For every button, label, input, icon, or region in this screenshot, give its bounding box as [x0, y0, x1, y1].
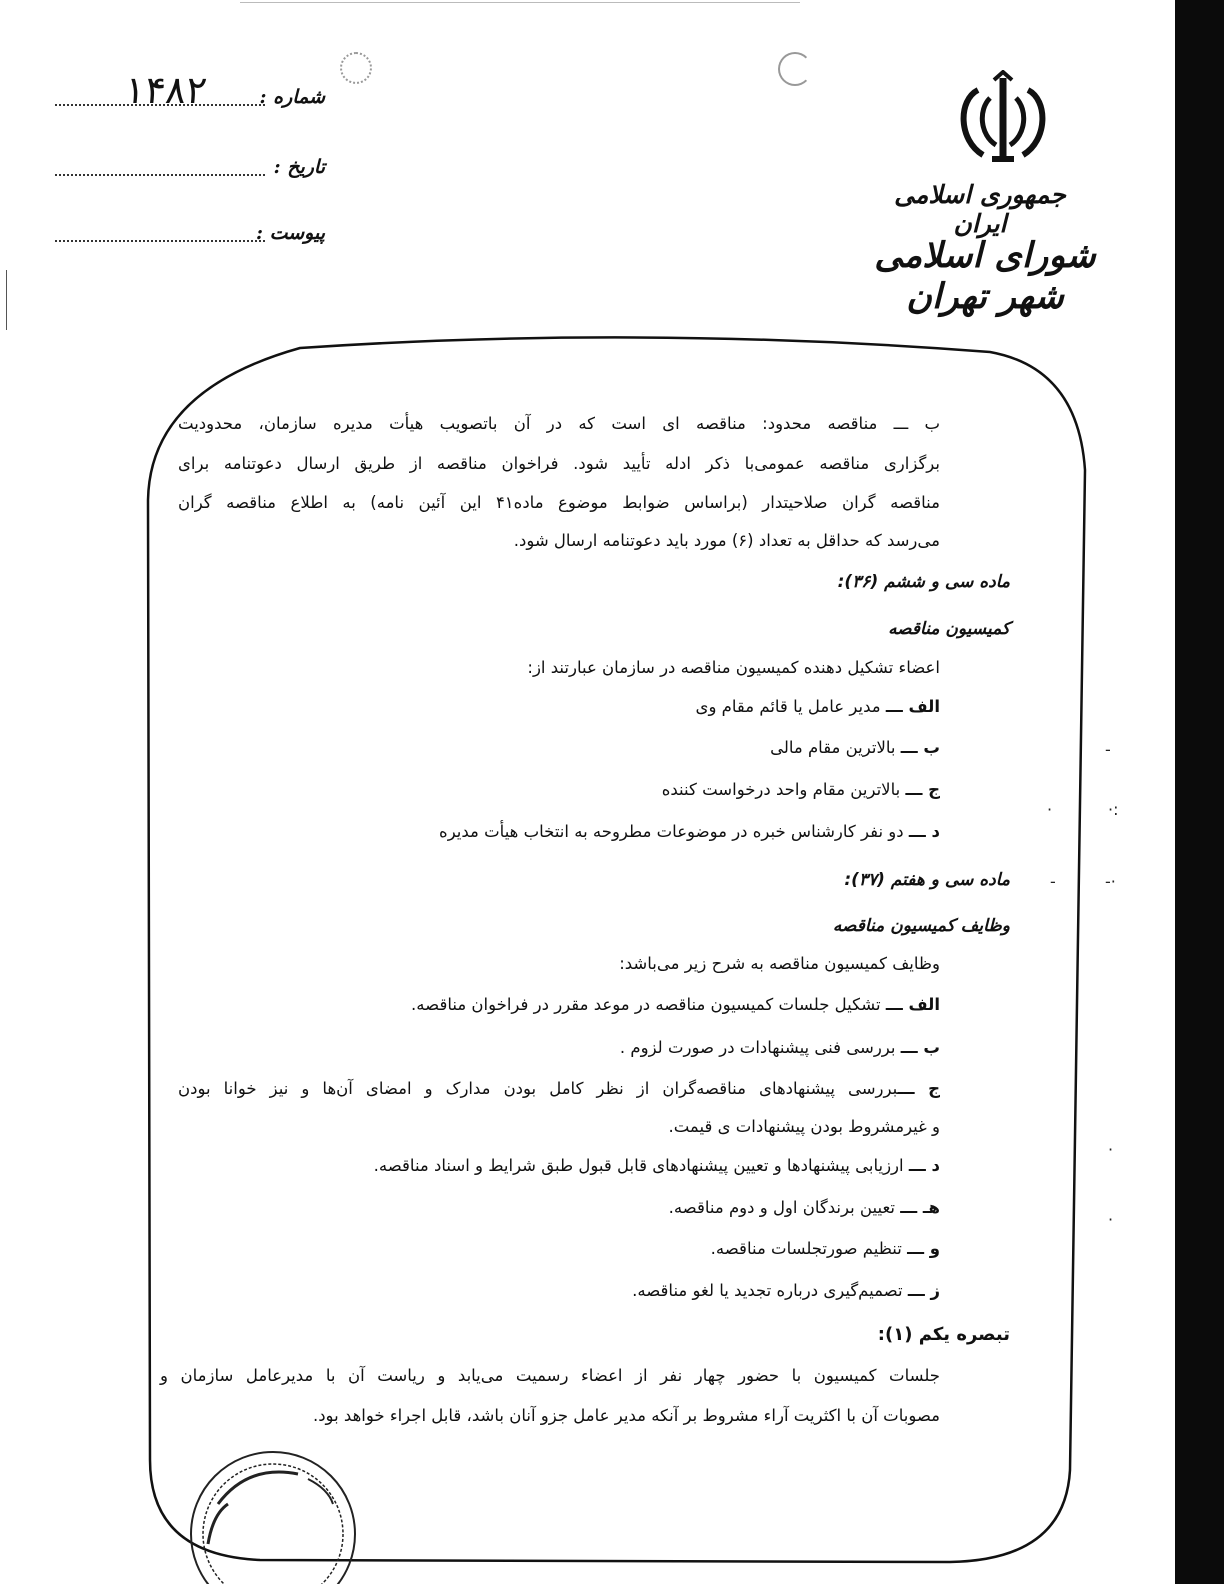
article-37-title: ماده سی و هفتم (۳۷):	[844, 870, 1010, 890]
intro-line: مناقصه گران صلاحیتدار (براساس ضوابط موضوع ماده۴۱ این آئین نامه) به اطلاع مناقصه گران	[178, 493, 940, 512]
note-line: جلسات کمیسیون با حضور چهار نفر از اعضاء رسمیت می‌یابد و ریاست آن با مدیرعامل سازمان و	[160, 1366, 940, 1385]
margin-mark: -	[1050, 872, 1056, 891]
item-text: تشکیل جلسات کمیسیون مناقصه در موعد مقرر در فراخوان مناقصه.	[411, 995, 886, 1014]
item-text: بالاترین مقام مالی	[770, 738, 901, 757]
item-marker: ز ـــ	[907, 1281, 940, 1300]
item-text: تصمیم‌گیری درباره تجدید یا لغو مناقصه.	[632, 1281, 908, 1300]
country-name: جمهوری اسلامی ایران	[894, 180, 1066, 238]
item-text: و غیرمشروط بودن پیشنهادات ی قیمت.	[668, 1117, 940, 1136]
item-text: مدیر عامل یا قائم مقام وی	[695, 697, 886, 716]
item-marker: الف ـــ	[885, 697, 940, 716]
number-label: شماره :	[259, 86, 325, 108]
item-marker: ب ـــ	[900, 1038, 940, 1057]
item-marker: و ـــ	[907, 1239, 940, 1258]
article-36-item	[300, 697, 940, 716]
article-37-item	[178, 1117, 940, 1136]
article-36-intro: اعضاء تشکیل دهنده کمیسیون مناقصه در سازمان عبارتند از:	[527, 658, 940, 677]
item-text: تنظیم صورتجلسات مناقصه.	[710, 1239, 908, 1258]
item-text: تعیین برندگان اول و دوم مناقصه.	[668, 1198, 901, 1217]
margin-mark: ·	[1047, 800, 1053, 819]
item-marker: ج ـــ	[905, 780, 940, 799]
article-36-item	[300, 822, 940, 841]
item-marker: هـ ـــ	[900, 1198, 940, 1217]
article-37-item	[178, 1156, 940, 1175]
council-name: شورای اسلامی شهر تهران	[874, 235, 1096, 317]
margin-mark: ·:	[1108, 800, 1119, 819]
article-37-item	[178, 1038, 940, 1057]
item-text: بررسی پیشنهادهای مناقصه‌گران از نظر کامل بودن مدارک و امضای آن‌ها و نیز خوانا بودن	[178, 1079, 898, 1098]
item-text: ارزیابی پیشنهادها و تعیین پیشنهادهای قابل قبول طبق شرایط و اسناد مناقصه.	[373, 1156, 909, 1175]
article-37-item	[178, 1079, 940, 1098]
margin-mark: -·	[1105, 872, 1116, 891]
article-36-subtitle: کمیسیون مناقصه	[888, 619, 1010, 639]
date-label: تاریخ :	[273, 156, 325, 178]
item-marker: د ـــ	[908, 1156, 940, 1175]
item-text: بررسی فنی پیشنهادات در صورت لزوم .	[619, 1038, 901, 1057]
article-36-title: ماده سی و ششم (۳۶):	[837, 572, 1010, 592]
article-36-item	[300, 780, 940, 799]
article-37-item	[178, 1198, 940, 1217]
attachment-label: پیوست :	[255, 222, 325, 244]
number-value: ۱۴۸۲	[122, 68, 209, 112]
intro-line: برگزاری مناقصه عمومی‌با ذکر ادله تأیید شود. فراخوان مناقصه از طریق ارسال دعوتنامه برای	[178, 454, 940, 473]
item-text: دو نفر کارشناس خبره در موضوعات مطروحه به انتخاب هیأت مدیره	[439, 822, 909, 841]
item-marker: د ـــ	[908, 822, 940, 841]
article-37-intro: وظایف کمیسیون مناقصه به شرح زیر می‌باشد:	[619, 954, 940, 973]
intro-line: ب ـــ مناقصه محدود: مناقصه ای است که در آن باتصویب هیأت مدیره سازمان، محدودیت	[178, 414, 940, 433]
note-line: مصوبات آن با اکثریت آراء مشروط بر آنکه مدیر عامل جزو آنان باشد، قابل اجراء خواهد بود.	[312, 1406, 940, 1425]
article-37-subtitle: وظایف کمیسیون مناقصه	[832, 916, 1010, 936]
margin-mark: ·	[1108, 1210, 1114, 1229]
margin-mark: -	[1105, 740, 1111, 759]
margin-mark: ·	[1108, 1140, 1114, 1159]
article-37-item	[178, 995, 940, 1014]
item-marker: ج ـــ	[897, 1079, 941, 1098]
item-marker: الف ـــ	[885, 995, 940, 1014]
article-36-item	[300, 738, 940, 757]
note-title: تبصره یکم (۱):	[877, 1324, 1010, 1345]
article-37-item	[178, 1239, 940, 1258]
item-text: بالاترین مقام واحد درخواست کننده	[661, 780, 906, 799]
article-37-item	[178, 1281, 940, 1300]
council-seal-icon	[178, 1434, 358, 1588]
intro-line: می‌رسد که حداقل به تعداد (۶) مورد باید دعوتنامه ارسال شود.	[513, 531, 940, 550]
item-marker: ب ـــ	[900, 738, 940, 757]
